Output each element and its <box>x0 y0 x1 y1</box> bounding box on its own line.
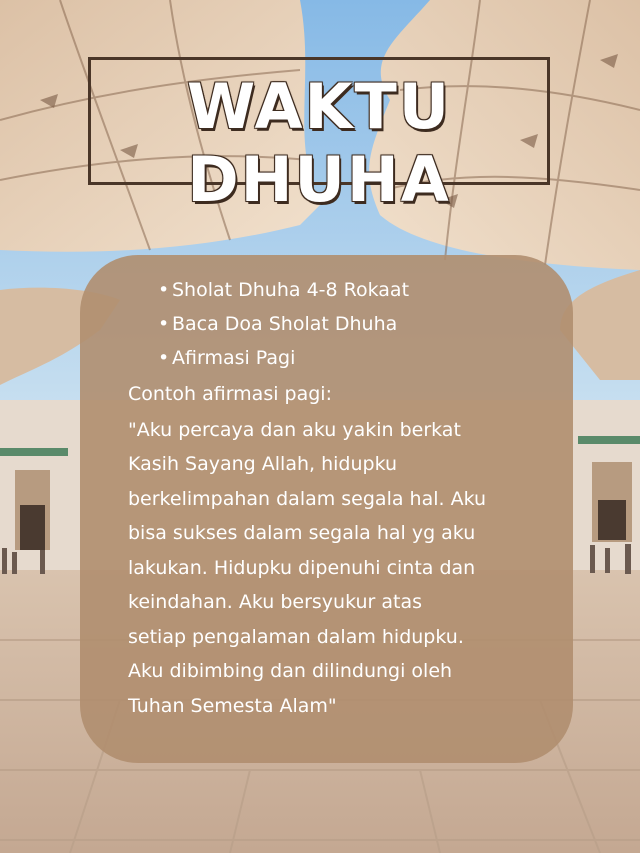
affirmation-line: "Aku percaya dan aku yakin berkat <box>128 419 461 441</box>
checklist-item-label: Sholat Dhuha 4-8 Rokaat <box>172 279 410 301</box>
affirmation-line: berkelimpahan dalam segala hal. Aku <box>128 488 487 510</box>
affirmation-line: setiap pengalaman dalam hidupku. <box>128 626 464 648</box>
affirmation-line: lakukan. Hidupku dipenuhi cinta dan <box>128 557 476 579</box>
affirmation-line: keindahan. Aku bersyukur atas <box>128 591 423 613</box>
checklist-item <box>158 313 397 335</box>
bullet-dot-icon: • <box>158 279 170 301</box>
bullet-dot-icon: • <box>158 313 170 335</box>
checklist-item <box>158 279 409 301</box>
affirmation-line: Aku dibimbing dan dilindungi oleh <box>128 660 453 682</box>
bullet-dot-icon: • <box>158 347 170 369</box>
checklist-item-label: Afirmasi Pagi <box>172 347 296 369</box>
checklist-item <box>158 347 295 369</box>
affirmation-line: bisa sukses dalam segala hal yg aku <box>128 522 476 544</box>
page-title: WAKTU DHUHA <box>186 70 452 216</box>
affirmation-heading: Contoh afirmasi pagi: <box>128 383 332 405</box>
affirmation-line: Tuhan Semesta Alam" <box>128 695 337 717</box>
checklist-item-label: Baca Doa Sholat Dhuha <box>172 313 398 335</box>
affirmation-line: Kasih Sayang Allah, hidupku <box>128 453 398 475</box>
